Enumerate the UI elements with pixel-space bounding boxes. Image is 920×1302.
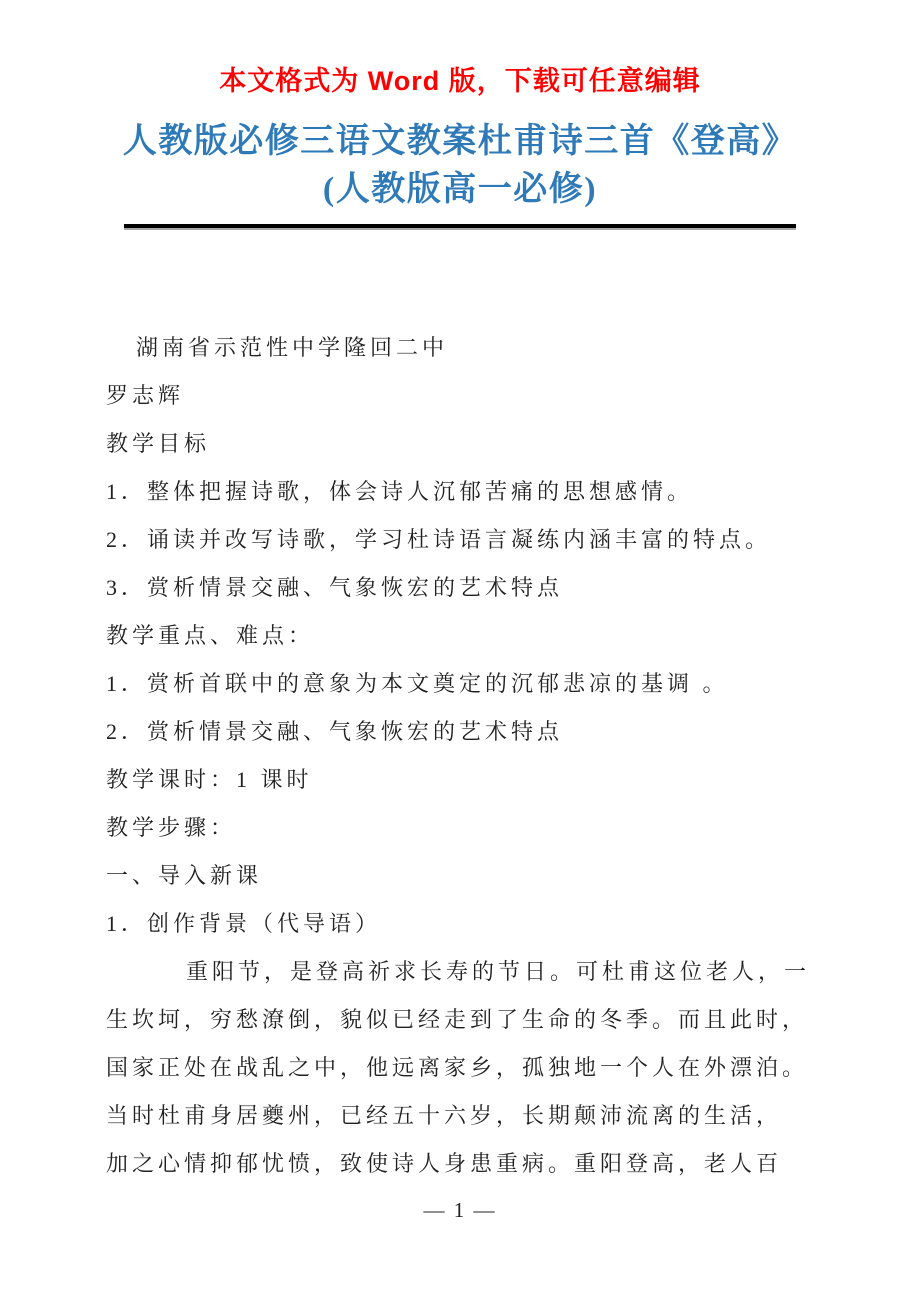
text-line: 加之心情抑郁忧愤，致使诗人身患重病。重阳登高，老人百: [106, 1151, 783, 1176]
document-body: [0, 324, 920, 1188]
text-line: 生坎坷，穷愁潦倒，貌似已经走到了生命的冬季。而且此时，: [106, 1007, 809, 1032]
format-notice: 本文格式为 Word 版，下载可任意编辑: [219, 66, 701, 96]
text-line: 教学目标: [106, 431, 211, 456]
text-line: 教学步骤：: [106, 815, 237, 840]
text-line: 国家正处在战乱之中，他远离家乡，孤独地一个人在外漂泊。: [106, 1055, 809, 1080]
title-divider: [124, 224, 796, 228]
text-line: 1．整体把握诗歌，体会诗人沉郁苦痛的思想感情。: [106, 479, 694, 504]
text-line: 3．赏析情景交融、气象恢宏的艺术特点: [106, 575, 564, 600]
text-line: 教学重点、难点：: [106, 623, 315, 648]
text-line: 罗志辉: [106, 383, 185, 408]
text-line: 2．赏析情景交融、气象恢宏的艺术特点: [106, 719, 564, 744]
document-title: [0, 118, 920, 214]
page-number: — 1 —: [423, 1198, 497, 1222]
title-line-1: 人教版必修三语文教案杜甫诗三首《登高》: [122, 123, 798, 160]
text-line: 教学课时：1 课时: [106, 767, 313, 792]
text-line: 1．赏析首联中的意象为本文奠定的沉郁悲凉的基调 。: [106, 671, 729, 696]
text-line: 湖南省示范性中学隆回二中: [136, 335, 449, 360]
text-line: 重阳节，是登高祈求长寿的节日。可杜甫这位老人，一: [186, 959, 811, 984]
text-line: 当时杜甫身居夔州，已经五十六岁，长期颠沛流离的生活，: [106, 1103, 783, 1128]
text-line: 一、导入新课: [106, 863, 263, 888]
text-line: 1．创作背景（代导语）: [106, 911, 382, 936]
title-line-2: (人教版高一必修): [322, 171, 598, 208]
text-line: 2．诵读并改写诗歌，学习杜诗语言凝练内涵丰富的特点。: [106, 527, 772, 552]
